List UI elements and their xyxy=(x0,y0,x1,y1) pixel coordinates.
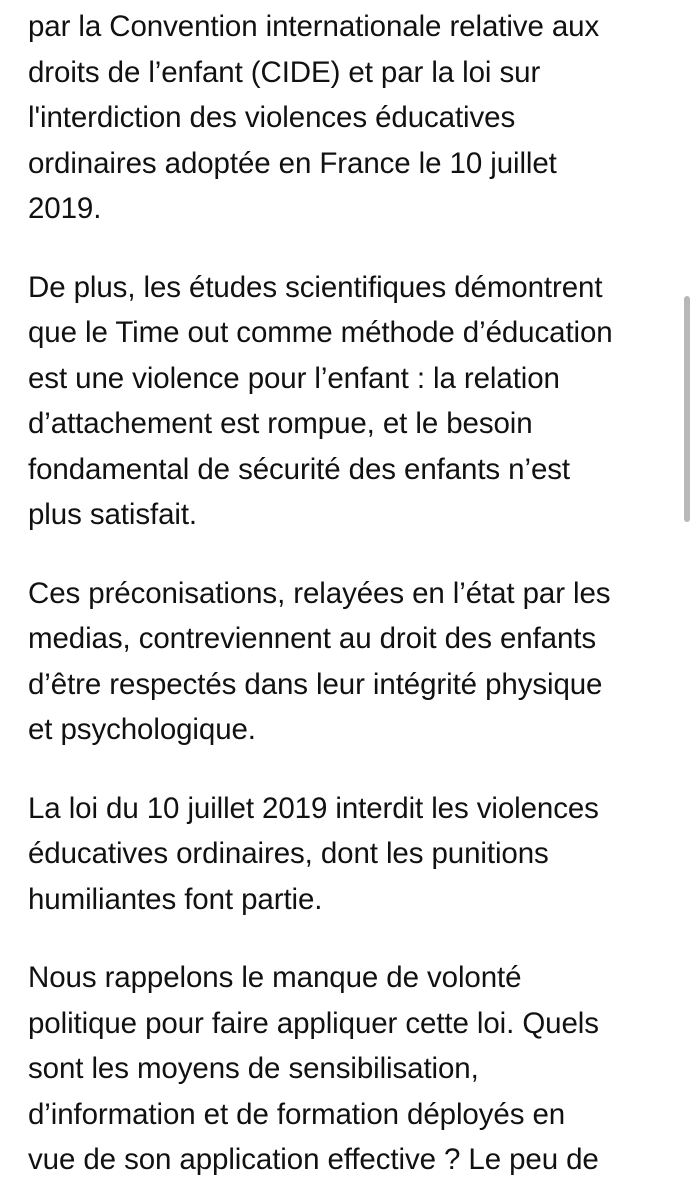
text-line: vue de son application effective ? Le peu de xyxy=(28,1143,599,1176)
text-line: l'interdiction des violences éducatives xyxy=(28,101,516,134)
text-line: que le Time out comme méthode d’éducation xyxy=(28,316,613,349)
paragraph-cide-law xyxy=(28,4,678,232)
text-line: Ces préconisations, relayées en l’état par les xyxy=(28,576,611,610)
text-line: humiliantes font partie. xyxy=(28,882,323,916)
text-line: est une violence pour l’enfant : la relation xyxy=(28,361,560,395)
article-body xyxy=(28,0,678,1183)
text-line: 2019. xyxy=(28,192,102,225)
paragraph-scientific-studies xyxy=(28,265,678,538)
paragraph-political-will xyxy=(28,955,678,1183)
text-line: politique pour faire appliquer cette loi. Quels xyxy=(28,1006,599,1040)
text-line: par la Convention internationale relative aux xyxy=(28,10,600,43)
text-line: plus satisfait. xyxy=(28,498,198,531)
vertical-scrollbar[interactable] xyxy=(684,296,690,522)
text-line: d’attachement est rompue, et le besoin xyxy=(28,407,533,440)
paragraph-media-recommendations xyxy=(28,571,678,753)
text-line: De plus, les études scientifiques démontrent xyxy=(28,270,603,304)
text-line: medias, contreviennent au droit des enfants xyxy=(28,622,597,655)
text-line: et psychologique. xyxy=(28,713,256,746)
paragraph-law-2019 xyxy=(28,786,678,923)
text-line: La loi du 10 juillet 2019 interdit les violences xyxy=(28,791,599,825)
text-line: éducatives ordinaires, dont les punitions xyxy=(28,837,549,870)
text-line: Nous rappelons le manque de volonté xyxy=(28,961,522,994)
text-line: d’information et de formation déployés en xyxy=(28,1097,566,1131)
text-line: ordinaires adoptée en France le 10 juillet xyxy=(28,146,557,180)
text-line: d’être respectés dans leur intégrité physique xyxy=(28,667,603,701)
text-line: fondamental de sécurité des enfants n’est xyxy=(28,452,570,486)
text-line: droits de l’enfant (CIDE) et par la loi sur xyxy=(28,55,541,89)
text-line: sont les moyens de sensibilisation, xyxy=(28,1052,479,1085)
